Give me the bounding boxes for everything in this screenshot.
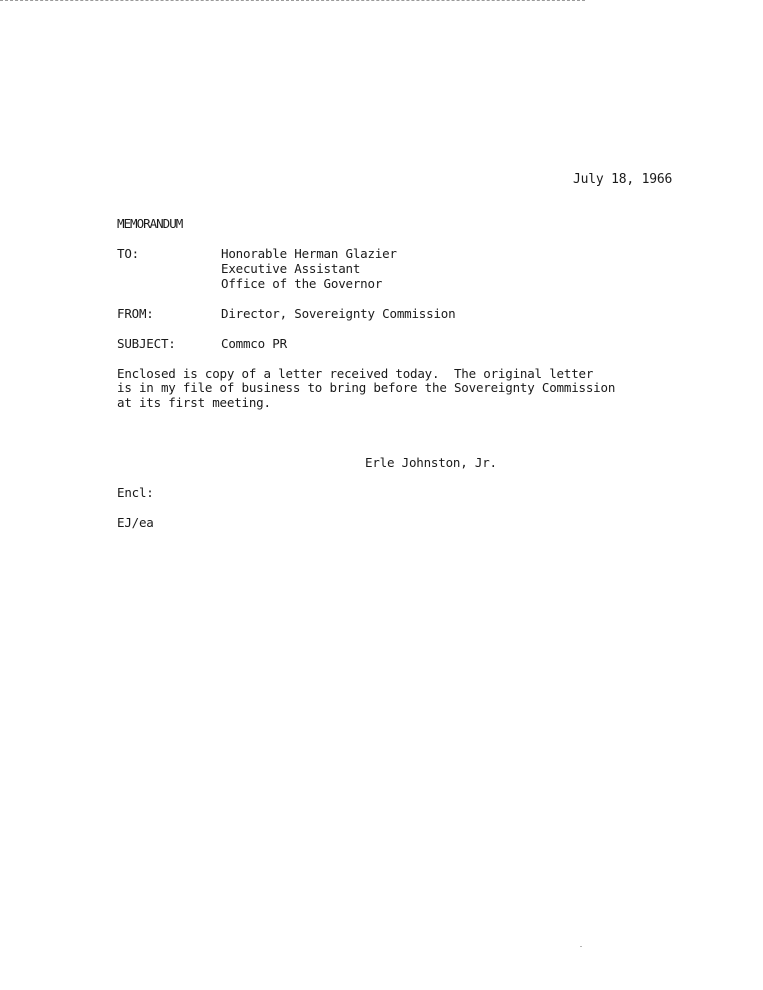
signature-name: Erle Johnston, Jr.: [365, 455, 497, 470]
enclosure-note: Encl:: [117, 485, 154, 500]
to-recipient-name: Honorable Herman Glazier: [221, 246, 397, 261]
memo-body-line: Enclosed is copy of a letter received today. The original letter: [117, 366, 594, 381]
to-recipient-title: Executive Assistant: [221, 261, 361, 276]
memo-date: July 18, 1966: [573, 172, 673, 187]
subject-value: Commco PR: [221, 336, 287, 351]
scan-speck: [580, 946, 582, 947]
memo-body-line: at its first meeting.: [117, 395, 271, 410]
from-value: Director, Sovereignty Commission: [221, 306, 456, 321]
to-label: TO:: [117, 246, 139, 261]
memo-heading: MEMORANDUM: [117, 216, 183, 231]
from-label: FROM:: [117, 306, 154, 321]
subject-label: SUBJECT:: [117, 336, 176, 351]
to-recipient-office: Office of the Governor: [221, 276, 383, 291]
memo-body-line: is in my file of business to bring before the Sovereignty Commission: [117, 380, 616, 395]
reference-initials: EJ/ea: [117, 515, 154, 530]
